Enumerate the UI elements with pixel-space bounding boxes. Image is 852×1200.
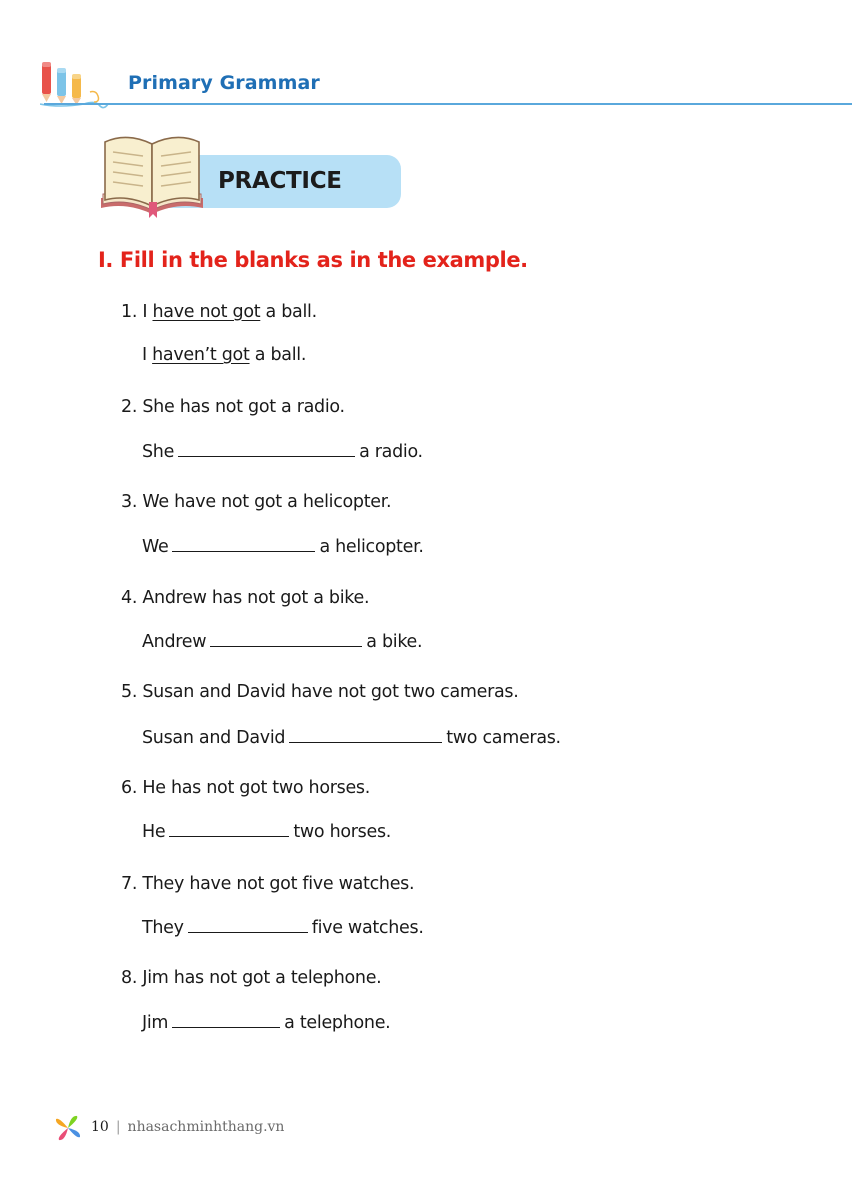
example-prompt-pre: 1. I [121, 302, 153, 322]
exercise-answer-5: Susan and David two cameras. [142, 728, 561, 748]
exercise-prompt-7: 7. They have not got five watches. [121, 874, 415, 894]
page-number: 10 [91, 1119, 109, 1135]
answer-blank-5[interactable] [289, 727, 442, 743]
exercise-prompt-3: 3. We have not got a helicopter. [121, 492, 392, 512]
example-answer-pre: I [142, 345, 153, 365]
footer [91, 1119, 284, 1135]
answer-blank-7[interactable] [188, 917, 308, 933]
open-book-icon [97, 128, 207, 220]
pinwheel-logo-icon [55, 1115, 81, 1141]
example-prompt-underlined: have not got [152, 302, 261, 322]
exercise-answer-7: They five watches. [142, 918, 424, 938]
exercise-answer-8: Jim a telephone. [142, 1013, 391, 1033]
example-answer [142, 345, 306, 365]
footer-site: nhasachminhthang.vn [127, 1119, 285, 1135]
answer-blank-8[interactable] [172, 1012, 280, 1028]
header-divider [44, 103, 852, 105]
exercise-prompt-6: 6. He has not got two horses. [121, 778, 371, 798]
exercise-answer-6: He two horses. [142, 822, 392, 842]
exercise-answer-2: She a radio. [142, 442, 423, 462]
answer-blank-3[interactable] [172, 536, 315, 552]
exercise-instruction: I. Fill in the blanks as in the example. [98, 248, 528, 272]
header-title: Primary Grammar [128, 72, 320, 94]
example-prompt-post: a ball. [260, 302, 317, 322]
footer-separator: | [115, 1119, 121, 1135]
exercise-prompt-2: 2. She has not got a radio. [121, 397, 345, 417]
example-answer-post: a ball. [249, 345, 307, 365]
practice-label: PRACTICE [218, 168, 342, 194]
example-prompt [121, 302, 317, 322]
answer-blank-4[interactable] [210, 631, 362, 647]
exercise-prompt-5: 5. Susan and David have not got two cameras. [121, 682, 519, 702]
example-answer-underlined: haven’t got [152, 345, 250, 365]
exercise-answer-3: We a helicopter. [142, 537, 424, 557]
exercise-prompt-4: 4. Andrew has not got a bike. [121, 588, 370, 608]
answer-blank-2[interactable] [178, 441, 355, 457]
answer-blank-6[interactable] [169, 821, 289, 837]
exercise-answer-4: Andrew a bike. [142, 632, 423, 652]
exercise-prompt-8: 8. Jim has not got a telephone. [121, 968, 382, 988]
